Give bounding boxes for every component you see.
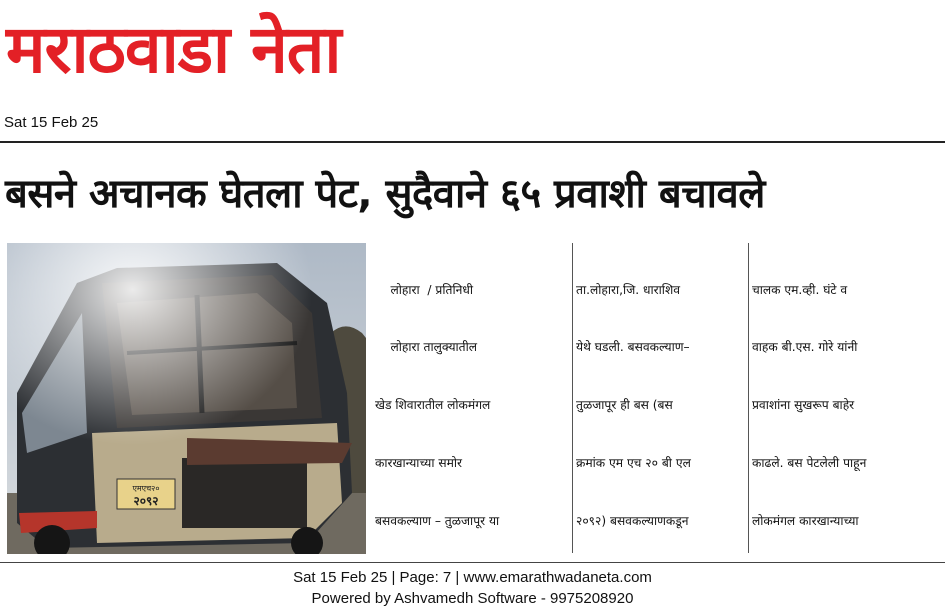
article-column-3 [752,242,942,562]
column-line: ता.लोहारा,जि. धाराशिव [576,282,681,297]
newspaper-logo: मराठवाडा नेता [6,11,341,88]
footer-divider [0,562,945,563]
column-line: वाहक बी.एस. गोरे यांनी [752,340,858,355]
article-column-1 [375,242,571,562]
column-line: लोहारा तालुक्यातील [375,340,478,355]
column-line: लोहारा / प्रतिनिधी [375,282,474,297]
column-divider [572,243,573,553]
footer-page-info: Sat 15 Feb 25 | Page: 7 | www.emarathwadaneta.com [293,569,652,586]
article-column-2 [576,242,746,562]
column-line: प्रवाशांना सुखरूप बाहेर [752,398,855,413]
masthead-divider [0,141,945,143]
column-line: २०९२) बसवकल्याणकडून [576,514,689,529]
bus-photo [7,243,366,554]
footer-credits: Powered by Ashvamedh Software - 9975208920 [311,590,634,607]
column-line: काढले. बस पेटलेली पाहून [752,456,867,471]
edition-date: Sat 15 Feb 25 [4,114,99,131]
column-line: खेड शिवारातील लोकमंगल [375,398,491,413]
article-headline: बसने अचानक घेतला पेट, सुदैवाने ६५ प्रवाशी बचावले [5,171,765,217]
column-line: तुळजापूर ही बस (बस [576,398,673,413]
column-line: येथे घडली. बसवकल्याण– [576,340,690,355]
column-line: चालक एम.व्ही. घंटे व [752,282,848,297]
column-line: कारखान्याच्या समोर [375,456,463,471]
column-line: लोकमंगल कारखान्याच्या [752,514,859,529]
column-divider [748,243,749,553]
column-line: बसवकल्याण – तुळजापूर या [375,514,500,529]
masthead [6,0,936,112]
column-line: क्रमांक एम एच २० बी एल [576,456,691,471]
